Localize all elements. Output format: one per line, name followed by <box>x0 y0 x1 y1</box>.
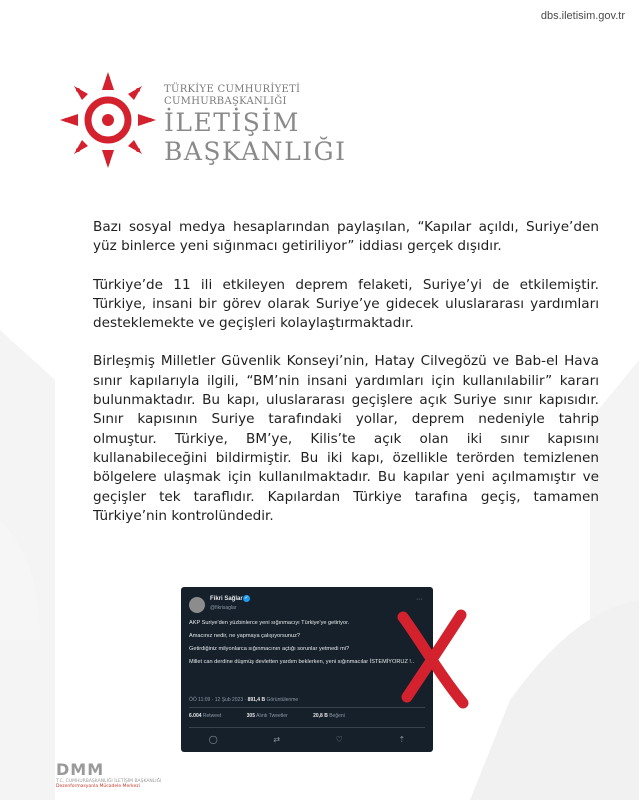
dmm-sub-2: Dezenformasyonla Mücadele Merkezi <box>56 784 140 789</box>
dmm-logo: DMM <box>56 760 105 779</box>
brand-line-1: TÜRKİYE CUMHURİYETİ <box>164 84 301 95</box>
quotes-value: 305 <box>246 713 255 719</box>
likes-value: 20,8 B <box>313 713 328 719</box>
share-icon: ⇡ <box>398 735 406 744</box>
iletisim-emblem-logo <box>58 70 158 170</box>
avatar <box>189 597 205 613</box>
tweet-author-handle: @fikrisaglar <box>210 605 237 611</box>
reply-icon: ◯ <box>208 735 218 744</box>
tweet-body <box>189 619 425 671</box>
tweet-line-2: Amacınız nedir, ne yapmaya çalışıyorsunuz? <box>189 633 300 639</box>
tweet-line-3: Getirdiğiniz milyonlarca sığınmacının açtığı sorunlar yetmedi mi? <box>189 646 350 652</box>
paragraph-3: Birleşmiş Milletler Güvenlik Konseyi’nin, Hatay Cilvegözü ve Bab-el Hava sınır kapılarıyla ilgili, “BM’nin insani yardımları için kullanılabilir” kararı bulunmaktadır. Bu kapı, uluslararası geçişlere açık Suriye sınır kapısıdır. Sınır kapısının Suriye tarafındaki yollar, deprem nedeniyle tahrip olmuştur. Türkiye, BM’ye, Kilis’te açık olan iki sınır kapısını kullanabileceğini bildirmiştir. Bu iki kapı, özellikle terörden temizlenen bölgelere ulaşmak için kullanılmaktadır. Bu kapılar yeni açılmamıştır ve geçişler tek taraflıdır. Kapılardan Türkiye tarafına geçiş, tamamen Türkiye’nin kontrolündedir. <box>93 353 599 524</box>
brand-title <box>164 84 346 166</box>
dmm-sub-1: T.C. CUMHURBAŞKANLIĞI İLETİŞİM BAŞKANLIĞI <box>56 779 162 784</box>
like-icon: ♡ <box>335 735 343 744</box>
retweet-icon: ⇄ <box>273 735 281 744</box>
verified-icon: ✓ <box>244 595 249 601</box>
brand-line-2: CUMHURBAŞKANLIĞI <box>164 96 287 107</box>
website-url[interactable]: dbs.iletisim.gov.tr <box>540 10 625 22</box>
tweet-stats <box>189 713 369 719</box>
tweet-views-value: 891,4 B <box>247 697 266 703</box>
quotes-label: Alıntı Tweetler <box>256 713 288 719</box>
divider <box>189 707 425 708</box>
tweet-line-4: Millet can derdine düşmüş devletten yardım beklerken, yeni sığınmacılar İSTEMİYORUZ !.. <box>189 659 415 665</box>
likes-label: Beğeni <box>329 713 345 719</box>
tweet-meta <box>189 697 298 703</box>
tweet-author-name: Fikri Sağlar <box>210 596 243 602</box>
tweet-line-1: AKP Suriye'den yüzbinlerce yeni sığınmacıyı Türkiye'ye getiriyor. <box>189 620 350 626</box>
retweets-value: 6.004 <box>189 713 202 719</box>
dmm-footer-logo <box>56 760 161 789</box>
tweet-views-label: Görüntülenme <box>266 697 299 703</box>
tweet-time: ÖÖ 11:09 · 12 Şub 2023 · <box>189 697 247 703</box>
more-icon: ··· <box>416 596 423 603</box>
tweet-actions <box>181 735 433 744</box>
paragraph-1: Bazı sosyal medya hesaplarından paylaşılan, “Kapılar açıldı, Suriye’den yüz binlerce yeni sığınmacı getiriliyor” iddiası gerçek dışıdır. <box>93 219 599 255</box>
brand-line-3: İLETİŞİM <box>164 108 300 137</box>
paragraph-2: Türkiye’de 11 ili etkileyen deprem felaketi, Suriye’yi de etkilemiştir. Türkiye, insani bir görev olarak Suriye’ye gidecek uluslararası yardımları desteklemekte ve geçişleri kolaylaştırmaktadır. <box>93 276 599 332</box>
retweets-label: Retweet <box>202 713 222 719</box>
brand-line-4: BAŞKANLIĞI <box>164 137 347 166</box>
statement-text <box>93 218 599 545</box>
divider <box>189 727 425 728</box>
false-claim-x-icon <box>395 605 470 710</box>
